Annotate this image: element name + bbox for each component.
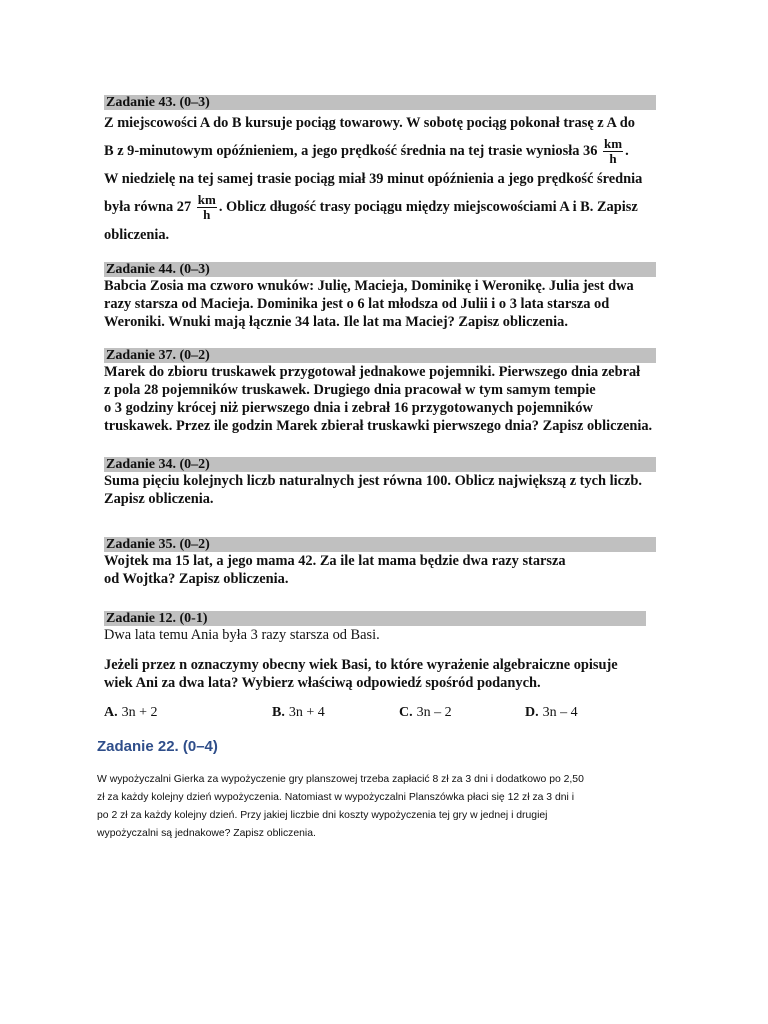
option-c[interactable] [399, 705, 452, 721]
task-34-line-1: Suma pięciu kolejnych liczb naturalnych jest równa 100. Oblicz największą z tych liczb. [104, 473, 643, 489]
option-expression: 3n – 4 [542, 705, 578, 720]
task-35-line-1: Wojtek ma 15 lat, a jego mama 42. Za ile lat mama będzie dwa razy starsza [104, 553, 566, 569]
task-44-line-1: Babcia Zosia ma czworo wnuków: Julię, Macieja, Dominikę i Weronikę. Julia jest dwa [104, 278, 634, 294]
task-22-title: Zadanie 22. (0–4) [97, 738, 218, 755]
task-37 [104, 348, 656, 435]
option-expression: 3n + 2 [121, 705, 158, 720]
task-34-line-2: Zapisz obliczenia. [104, 491, 214, 507]
task-43-line-4-end: . Oblicz długość trasy pociągu między miejscowościami A i B. Zapisz [218, 198, 638, 215]
fraction-numerator: km [197, 192, 216, 207]
task-12-intro: Dwa lata temu Ania była 3 razy starsza od Basi. [104, 627, 380, 643]
task-37-line-1: Marek do zbioru truskawek przygotował jednakowe pojemniki. Pierwszego dnia zebrał [104, 364, 641, 380]
task-34-body [104, 472, 656, 508]
task-43-line-4 [104, 193, 656, 222]
task-43-line-2-end: . [625, 142, 629, 159]
option-letter: C. [399, 705, 413, 720]
task-43-line-4-text: była równa 27 [104, 198, 192, 215]
task-44-header: Zadanie 44. (0–3) [104, 262, 656, 277]
task-37-header: Zadanie 37. (0–2) [104, 348, 656, 363]
fraction-numerator: km [604, 136, 623, 151]
task-43-line-5: obliczenia. [104, 227, 170, 243]
task-34 [104, 457, 656, 508]
option-expression: 3n – 2 [416, 705, 452, 720]
option-a[interactable] [104, 705, 158, 721]
task-12 [104, 611, 646, 692]
task-44-body [104, 277, 656, 331]
unit-fraction [197, 193, 217, 222]
task-34-header: Zadanie 34. (0–2) [104, 457, 656, 472]
option-b[interactable] [272, 705, 325, 721]
task-22-line-1: W wypożyczalni Gierka za wypożyczenie gry planszowej trzeba zapłacić 8 zł za 3 dni i dodatkowo po 2,50 [97, 774, 584, 785]
task-44 [104, 262, 656, 331]
option-expression: 3n + 4 [288, 705, 325, 720]
task-43 [104, 95, 656, 249]
option-letter: B. [272, 705, 285, 720]
task-35 [104, 537, 656, 588]
fraction-denominator: h [609, 151, 617, 166]
task-43-body [104, 110, 656, 249]
option-letter: D. [525, 705, 539, 720]
task-37-line-2: z pola 28 pojemników truskawek. Drugiego dnia pracował w tym samym tempie [104, 382, 596, 398]
unit-fraction [603, 137, 623, 166]
task-22-line-3: po 2 zł za każdy kolejny dzień. Przy jakiej liczbie dni koszty wypożyczenia tej gry w jednej i drugiej [97, 810, 548, 821]
task-35-line-2: od Wojtka? Zapisz obliczenia. [104, 571, 289, 587]
task-43-header: Zadanie 43. (0–3) [104, 95, 656, 110]
task-12-question-line-1: Jeżeli przez n oznaczymy obecny wiek Basi, to które wyrażenie algebraiczne opisuje [104, 657, 618, 673]
task-43-line-1: Z miejscowości A do B kursuje pociąg towarowy. W sobotę pociąg pokonał trasę z A do [104, 115, 635, 131]
task-22-line-2: zł za każdy kolejny dzień wypożyczenia. Natomiast w wypożyczalni Planszówka płaci się 12 zł za 3 dni i [97, 792, 575, 803]
task-37-line-4: truskawek. Przez ile godzin Marek zbierał truskawki pierwszego dnia? Zapisz obliczenia. [104, 418, 653, 434]
task-43-line-2 [104, 137, 656, 166]
option-d[interactable] [525, 705, 578, 721]
task-35-body [104, 552, 656, 588]
answer-options [104, 705, 664, 723]
task-37-body [104, 363, 656, 435]
task-12-header: Zadanie 12. (0-1) [104, 611, 646, 626]
task-35-header: Zadanie 35. (0–2) [104, 537, 656, 552]
task-44-line-2: razy starsza od Macieja. Dominika jest o 6 lat młodsza od Julii i o 3 lata starsza od [104, 296, 610, 312]
task-44-line-3: Weroniki. Wnuki mają łącznie 34 lata. Ile lat ma Maciej? Zapisz obliczenia. [104, 314, 568, 330]
option-letter: A. [104, 705, 118, 720]
task-12-question [104, 656, 646, 692]
task-22-body [97, 771, 667, 843]
task-37-line-3: o 3 godziny krócej niż pierwszego dnia i zebrał 16 przygotowanych pojemników [104, 400, 593, 416]
task-43-line-2-text: B z 9-minutowym opóźnieniem, a jego prędkość średnia na tej trasie wyniosła 36 [104, 142, 598, 159]
task-12-question-line-2: wiek Ani za dwa lata? Wybierz właściwą odpowiedź spośród podanych. [104, 675, 541, 691]
fraction-denominator: h [203, 207, 211, 222]
task-22-line-4: wypożyczalni są jednakowe? Zapisz obliczenia. [97, 828, 316, 839]
task-43-line-3: W niedzielę na tej samej trasie pociąg miał 39 minut opóźnienia a jego prędkość średnia [104, 171, 643, 187]
